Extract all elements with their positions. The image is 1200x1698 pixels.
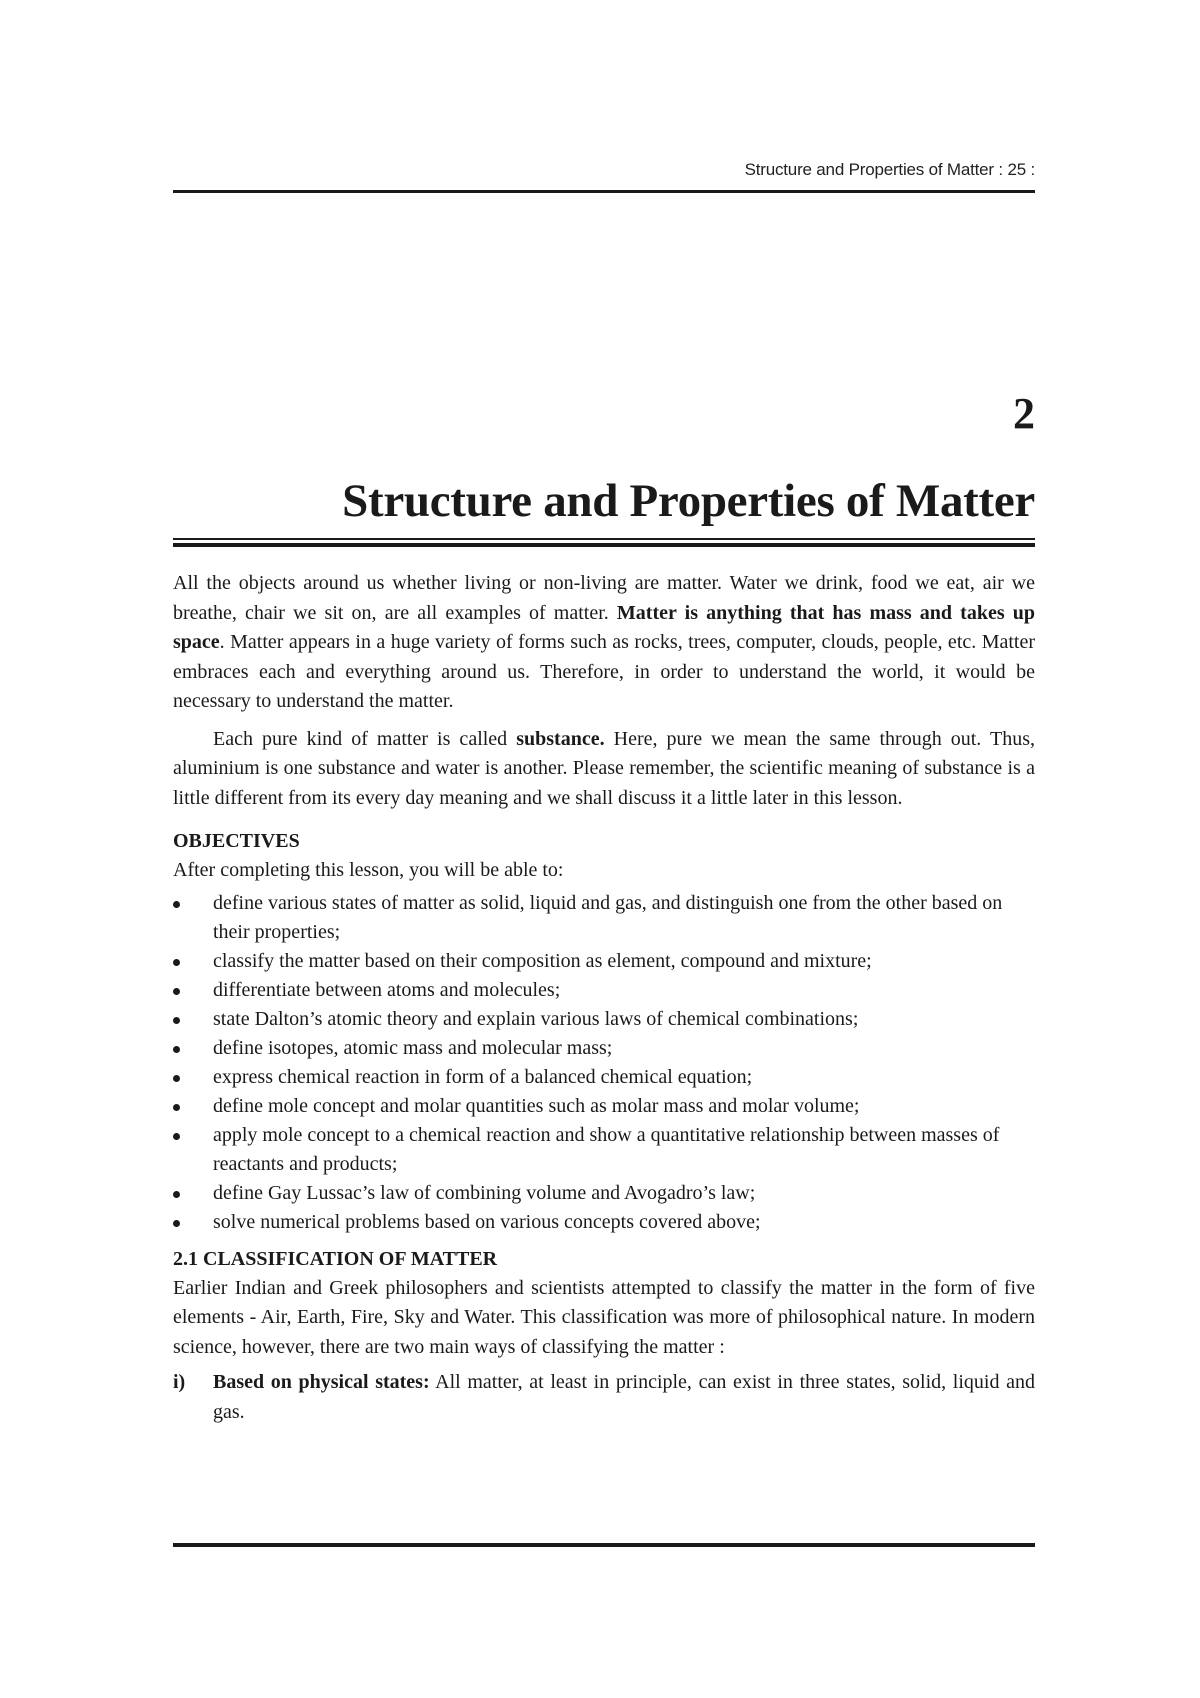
objective-text: define isotopes, atomic mass and molecular mass; <box>213 1036 613 1059</box>
bullet-icon <box>173 988 180 995</box>
objective-item <box>173 1034 1035 1063</box>
intro-text: Each pure kind of matter is called <box>213 727 517 750</box>
intro-paragraph-1 <box>173 569 1035 717</box>
objective-item <box>173 889 1035 947</box>
bullet-icon <box>173 1220 180 1227</box>
objective-text: express chemical reaction in form of a balanced chemical equation; <box>213 1065 753 1088</box>
objective-item <box>173 1179 1035 1208</box>
numbered-item <box>173 1368 1035 1427</box>
section-heading: 2.1 CLASSIFICATION OF MATTER <box>173 1247 498 1270</box>
intro-definition: Matter is anything that has mass and takes up space <box>173 601 1035 653</box>
objective-text: apply mole concept to a chemical reaction and show a quantitative relationship between masses of reactants and products; <box>213 1123 1000 1175</box>
item-text: All matter, at least in principle, can exist in three states, solid, liquid and gas. <box>213 1371 1035 1423</box>
intro-text: . Matter appears in a huge variety of forms such as rocks, trees, computer, clouds, people, etc. Matter embraces each and everything around us. Therefore, in order to understand the world, it would be necessary to understand the matter. <box>173 631 1035 712</box>
objectives-heading: OBJECTIVES <box>173 830 300 852</box>
objective-text: classify the matter based on their composition as element, compound and mixture; <box>213 949 872 972</box>
objective-text: solve numerical problems based on various concepts covered above; <box>213 1210 761 1233</box>
objective-item <box>173 1092 1035 1121</box>
intro-paragraph-2 <box>173 725 1035 814</box>
chapter-title: Structure and Properties of Matter <box>342 475 1035 527</box>
intro-term: substance. <box>516 727 605 750</box>
footer-rule <box>173 1543 1035 1547</box>
bullet-icon <box>173 1046 180 1053</box>
objective-item <box>173 1005 1035 1034</box>
objective-item <box>173 947 1035 976</box>
objective-item <box>173 1208 1035 1237</box>
title-rule-thick <box>173 543 1035 547</box>
content-body <box>173 569 1035 1427</box>
intro-text: All the objects around us whether living or non-living are matter. Water we drink, food we eat, air we breathe, chair we sit on, are all examples of matter. <box>173 572 1035 624</box>
objective-text: define mole concept and molar quantities such as molar mass and molar volume; <box>213 1094 860 1117</box>
bullet-icon <box>173 959 180 966</box>
section-paragraph: Earlier Indian and Greek philosophers and scientists attempted to classify the matter in the form of five elements - Air, Earth, Fire, Sky and Water. This classification was more of philosophical nature. In modern science, however, there are two main ways of classifying the matter : <box>173 1276 1035 1358</box>
objective-text: define various states of matter as solid, liquid and gas, and distinguish one from the other based on their properties; <box>213 891 1003 943</box>
bullet-icon <box>173 1075 180 1082</box>
objectives-list <box>173 889 1035 1237</box>
bullet-icon <box>173 1104 180 1111</box>
running-header: Structure and Properties of Matter : 25 : <box>744 160 1035 179</box>
item-label: Based on physical states: <box>213 1371 430 1393</box>
document-page <box>173 0 1035 1698</box>
objective-item <box>173 976 1035 1005</box>
numbered-item-text <box>213 1368 1035 1427</box>
bullet-icon <box>173 1017 180 1024</box>
objective-text: differentiate between atoms and molecules; <box>213 978 561 1001</box>
objective-item <box>173 1121 1035 1179</box>
objective-text: define Gay Lussac’s law of combining volume and Avogadro’s law; <box>213 1181 756 1204</box>
objective-text: state Dalton’s atomic theory and explain various laws of chemical combinations; <box>213 1007 859 1030</box>
bullet-icon <box>173 901 180 908</box>
chapter-number: 2 <box>1013 389 1035 438</box>
bullet-icon <box>173 1191 180 1198</box>
objective-item <box>173 1063 1035 1092</box>
item-number: i) <box>173 1371 186 1393</box>
objectives-lead: After completing this lesson, you will be able to: <box>173 859 564 881</box>
intro-text: Here, pure we mean the same through out. Thus, aluminium is one substance and water is another. Please remember, the scientific meaning of substance is a little different from its every day meaning and we shall discuss it a little later in this lesson. <box>173 727 1035 809</box>
bullet-icon <box>173 1133 180 1140</box>
header-rule <box>173 190 1035 193</box>
title-rule-thin <box>173 538 1035 540</box>
